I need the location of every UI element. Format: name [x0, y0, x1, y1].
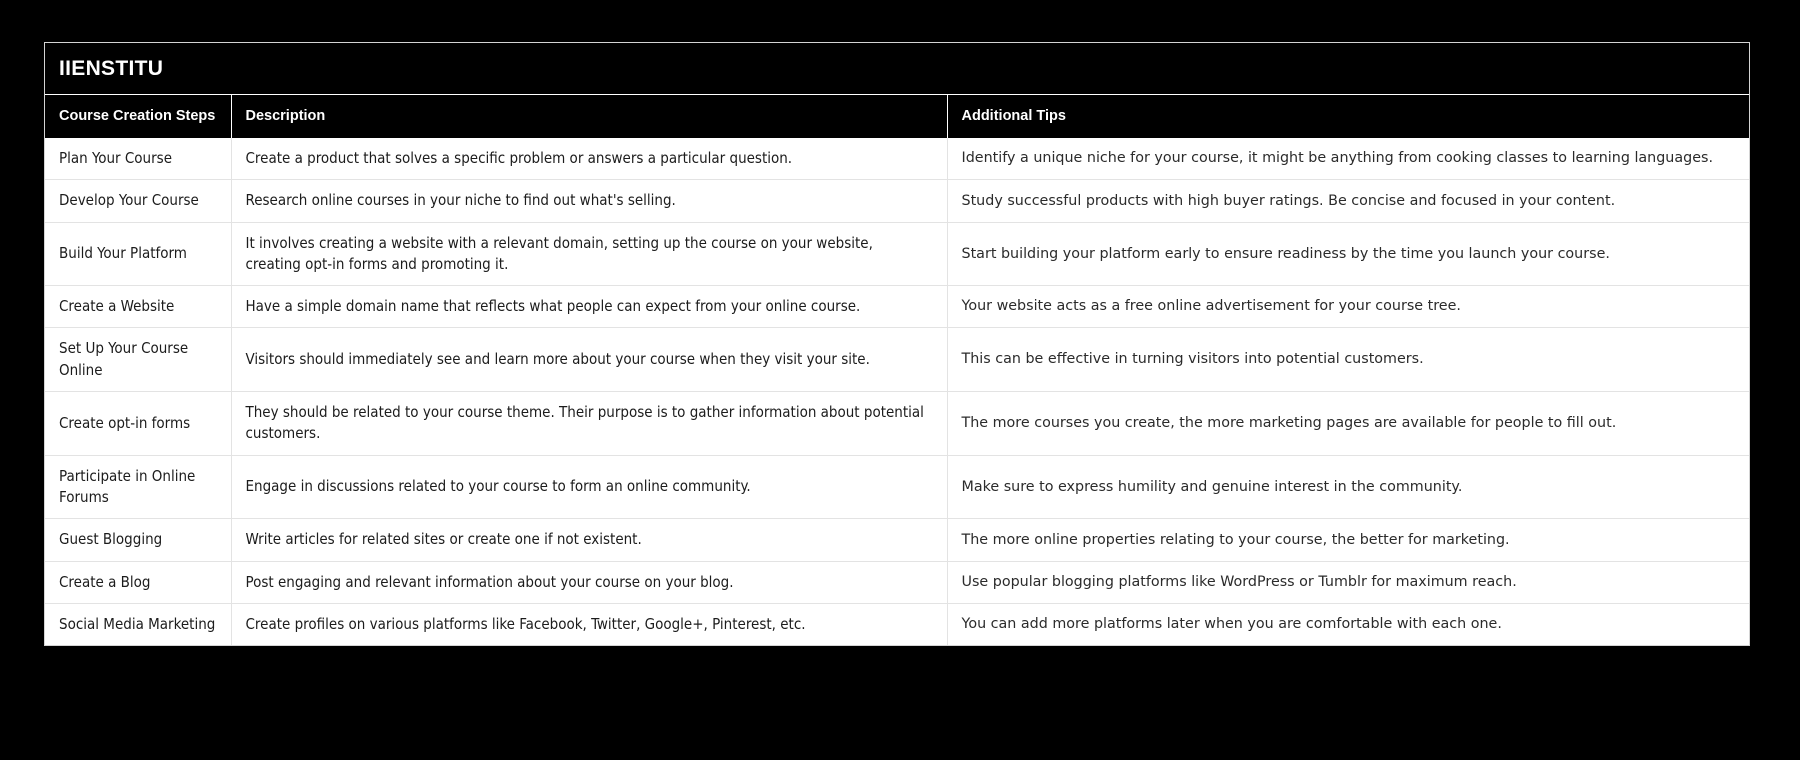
cell-course-creation-step: Create opt-in forms	[45, 392, 231, 456]
table-row	[45, 392, 1749, 456]
table-row	[45, 328, 1749, 392]
cell-description: Visitors should immediately see and learn more about your course when they visit your site.	[231, 328, 947, 392]
cell-additional-tip: The more courses you create, the more marketing pages are available for people to fill out.	[947, 392, 1749, 456]
cell-course-creation-step: Participate in Online Forums	[45, 455, 231, 519]
cell-course-creation-step: Develop Your Course	[45, 180, 231, 222]
table-body	[45, 138, 1749, 645]
table-head	[45, 95, 1749, 138]
cell-description: Post engaging and relevant information about your course on your blog.	[231, 561, 947, 603]
table-row	[45, 455, 1749, 519]
cell-additional-tip: This can be effective in turning visitors into potential customers.	[947, 328, 1749, 392]
cell-course-creation-step: Guest Blogging	[45, 519, 231, 561]
brand-title: IIENSTITU	[59, 56, 164, 80]
table-row	[45, 222, 1749, 286]
cell-description: Create a product that solves a specific problem or answers a particular question.	[231, 138, 947, 180]
cell-description: Research online courses in your niche to find out what's selling.	[231, 180, 947, 222]
cell-additional-tip: Make sure to express humility and genuine interest in the community.	[947, 455, 1749, 519]
table-row	[45, 286, 1749, 328]
cell-additional-tip: The more online properties relating to your course, the better for marketing.	[947, 519, 1749, 561]
cell-course-creation-step: Social Media Marketing	[45, 603, 231, 645]
cell-course-creation-step: Create a Website	[45, 286, 231, 328]
cell-course-creation-step: Create a Blog	[45, 561, 231, 603]
cell-course-creation-step: Plan Your Course	[45, 138, 231, 180]
cell-additional-tip: Use popular blogging platforms like WordPress or Tumblr for maximum reach.	[947, 561, 1749, 603]
cell-description: They should be related to your course theme. Their purpose is to gather information about potential customers.	[231, 392, 947, 456]
table-row	[45, 138, 1749, 180]
cell-description: Have a simple domain name that reflects what people can expect from your online course.	[231, 286, 947, 328]
cell-additional-tip: Identify a unique niche for your course, it might be anything from cooking classes to learning languages.	[961, 150, 1713, 167]
table-row	[45, 519, 1749, 561]
cell-description: Create profiles on various platforms like Facebook, Twitter, Google+, Pinterest, etc.	[231, 603, 947, 645]
cell-course-creation-step: Build Your Platform	[45, 222, 231, 286]
column-header-description: Description	[231, 95, 947, 138]
cell-description: Write articles for related sites or create one if not existent.	[231, 519, 947, 561]
column-header-additional-tips: Additional Tips	[947, 95, 1749, 138]
table-row	[45, 561, 1749, 603]
brand-header	[45, 43, 1749, 95]
cell-description: Engage in discussions related to your course to form an online community.	[231, 455, 947, 519]
course-creation-table	[45, 95, 1749, 645]
cell-additional-tip: You can add more platforms later when you are comfortable with each one.	[947, 603, 1749, 645]
course-creation-table-card	[44, 42, 1750, 646]
column-header-course-creation-steps: Course Creation Steps	[45, 95, 231, 138]
cell-description: It involves creating a website with a relevant domain, setting up the course on your website, creating opt-in forms and promoting it.	[231, 222, 947, 286]
table-header-row	[45, 95, 1749, 138]
cell-course-creation-step: Set Up Your Course Online	[45, 328, 231, 392]
cell-additional-tip: Your website acts as a free online advertisement for your course tree.	[947, 286, 1749, 328]
cell-additional-tip: Start building your platform early to ensure readiness by the time you launch your course.	[947, 222, 1749, 286]
table-row	[45, 603, 1749, 645]
table-row	[45, 180, 1749, 222]
cell-additional-tip: Study successful products with high buyer ratings. Be concise and focused in your content.	[947, 180, 1749, 222]
